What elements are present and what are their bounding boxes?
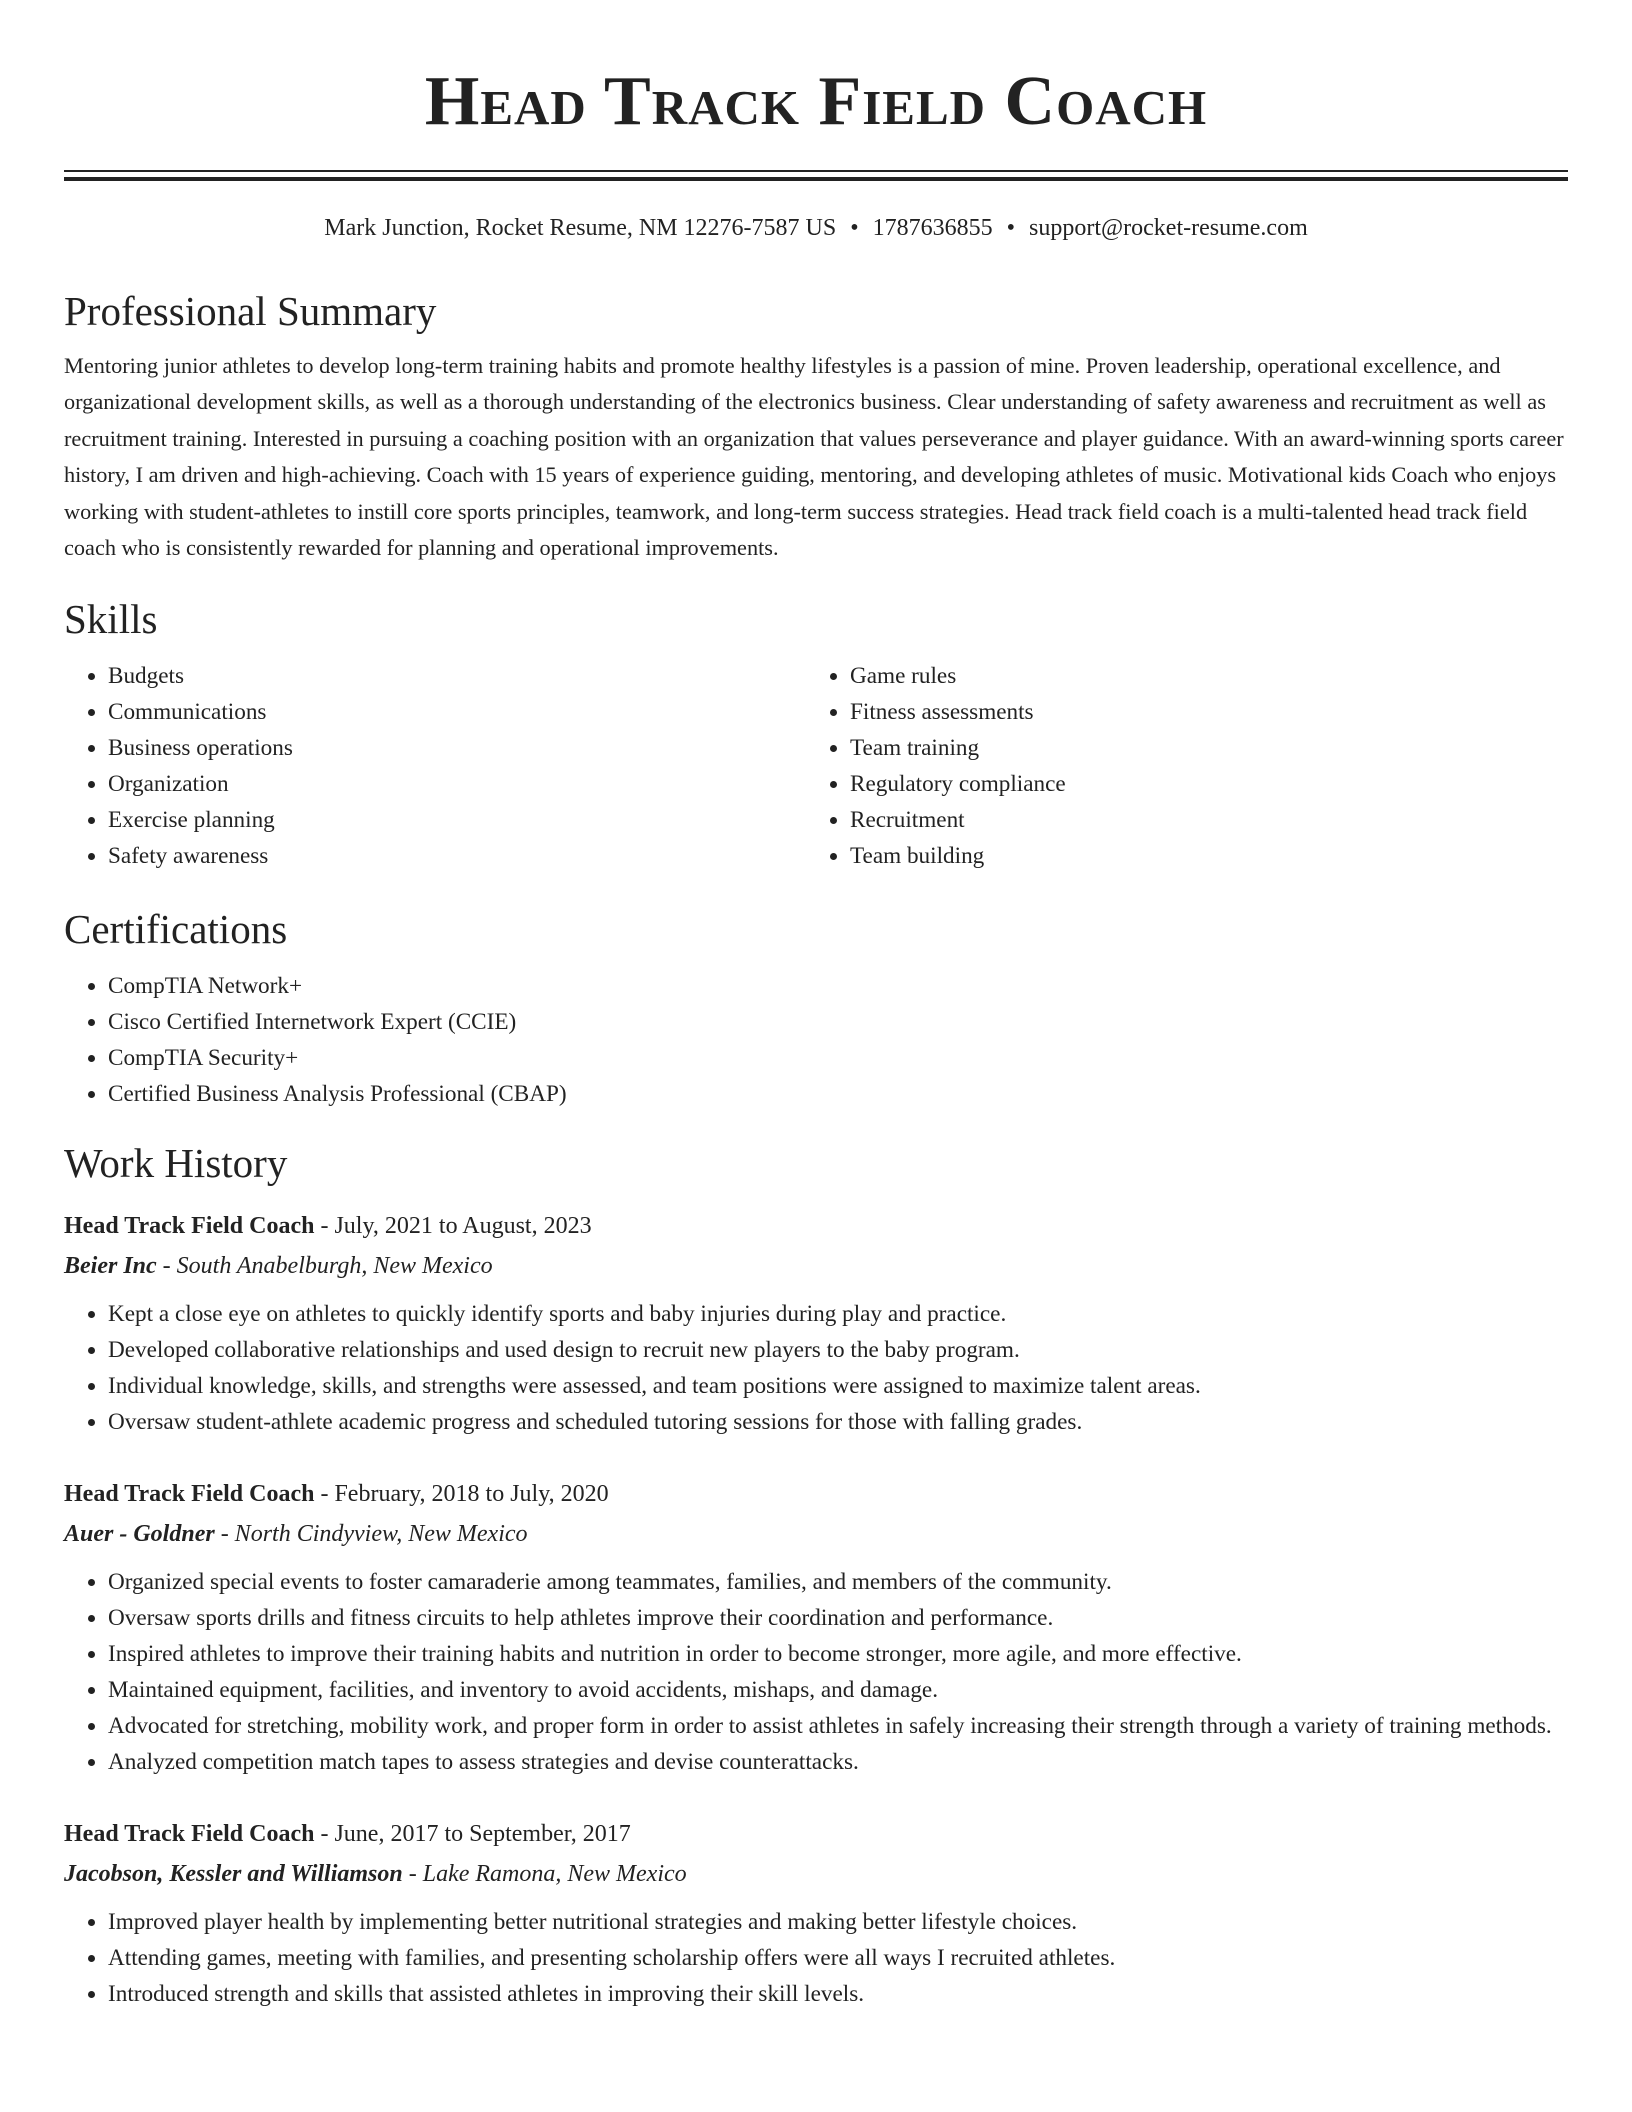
work-history-heading: Work History [64,1140,288,1187]
summary-text: Mentoring junior athletes to develop long-term training habits and promote healthy lifestyles is a passion of mine. Proven leadership, operational excellence, and organizational development skills, as well as a thorough understanding of the electronics business. Clear understanding of safety awareness and recruitment as well as recruitment training. Interested in pursuing a coaching position with an organization that values perseverance and player guidance. With an award-winning sports career history, I am driven and high-achieving. Coach with 15 years of experience guiding, mentoring, and developing athletes of music. Motivational kids Coach who enjoys working with student-athletes to instill core sports principles, teamwork, and long-term success strategies. Head track field coach is a multi-talented head track field coach who is consistently rewarded for planning and operational improvements. [64,353,1564,561]
job-company-line [64,1246,1568,1286]
skill-item: • Safety awareness [108,838,806,874]
job-header [64,1474,1568,1514]
contact-phone: 1787636855 [872,215,993,241]
certification-item: • Cisco Certified Internetwork Expert (CCIE) [108,1004,1568,1040]
certifications-list [64,968,1568,1112]
skills-list-left [64,658,806,874]
job-company-line [64,1514,1568,1554]
job-bullet: • Oversaw student-athlete academic progress and scheduled tutoring sessions for those with falling grades. [108,1404,1568,1440]
job-bullets [64,1904,1568,2012]
skills-column-left [64,658,806,874]
job-bullet: • Introduced strength and skills that assisted athletes in improving their skill levels. [108,1976,1568,2012]
job-dates: - July, 2021 to August, 2023 [314,1213,592,1240]
job-company-line [64,1854,1568,1894]
job-bullet: • Inspired athletes to improve their training habits and nutrition in order to become stronger, more agile, and more effective. [108,1636,1568,1672]
resume-content [64,58,1568,2012]
skill-item: • Recruitment [850,802,1548,838]
job-bullet: • Oversaw sports drills and fitness circuits to help athletes improve their coordination and performance. [108,1600,1568,1636]
skills-column-right [806,658,1548,874]
job-title: Head Track Field Coach [64,1821,315,1848]
certification-item: • CompTIA Security+ [108,1040,1568,1076]
skill-item: • Exercise planning [108,802,806,838]
certification-item: • Certified Business Analysis Professional (CBAP) [108,1076,1568,1112]
job-bullet: • Organized special events to foster camaraderie among teammates, families, and members of the community. [108,1564,1568,1600]
contact-line [64,212,1568,244]
skill-item: • Team training [850,730,1548,766]
job-bullets [64,1296,1568,1440]
skill-item: • Game rules [850,658,1548,694]
certifications-heading: Certifications [64,906,288,953]
job-bullet: • Developed collaborative relationships and used design to recruit new players to the baby program. [108,1332,1568,1368]
job-bullet: • Advocated for stretching, mobility work, and proper form in order to assist athletes in safely increasing their strength through a variety of training methods. [108,1708,1568,1744]
certification-item: • CompTIA Network+ [108,968,1568,1004]
job-bullet: • Individual knowledge, skills, and strengths were assessed, and team positions were assigned to maximize talent areas. [108,1368,1568,1404]
job-company: Beier Inc [64,1253,157,1280]
job-bullet: • Attending games, meeting with families, and presenting scholarship offers were all ways I recruited athletes. [108,1940,1568,1976]
job-entry [64,1206,1568,1440]
skill-item: • Business operations [108,730,806,766]
contact-separator: • [1006,215,1016,241]
skills-list-right [806,658,1548,874]
job-title: Head Track Field Coach [64,1481,315,1508]
resume-title: Head Track Field Coach [424,63,1208,140]
job-entry [64,1814,1568,2012]
job-header [64,1814,1568,1854]
job-bullet: • Improved player health by implementing better nutritional strategies and making better lifestyle choices. [108,1904,1568,1940]
job-dates: - February, 2018 to July, 2020 [314,1481,609,1508]
summary-heading: Professional Summary [64,288,437,334]
job-bullet: • Analyzed competition match tapes to assess strategies and devise counterattacks. [108,1744,1568,1780]
job-location: - Lake Ramona, New Mexico [402,1861,687,1888]
job-header [64,1206,1568,1246]
job-location: - North Cindyview, New Mexico [214,1521,528,1548]
contact-address: Mark Junction, Rocket Resume, NM 12276-7587 US [324,215,837,241]
contact-separator: • [850,215,859,241]
skill-item: • Fitness assessments [850,694,1548,730]
job-location: - South Anabelburgh, New Mexico [156,1253,493,1280]
job-bullet: • Kept a close eye on athletes to quickly identify sports and baby injuries during play and practice. [108,1296,1568,1332]
job-company: Auer - Goldner [64,1521,215,1548]
job-company: Jacobson, Kessler and Williamson [64,1861,403,1888]
skill-item: • Budgets [108,658,806,694]
skill-item: • Regulatory compliance [850,766,1548,802]
title-divider [64,170,1568,182]
skills-grid [64,658,1568,874]
job-bullet: • Maintained equipment, facilities, and inventory to avoid accidents, mishaps, and damage. [108,1672,1568,1708]
skill-item: • Communications [108,694,806,730]
skill-item: • Organization [108,766,806,802]
job-dates: - June, 2017 to September, 2017 [314,1821,631,1848]
contact-email: support@rocket-resume.com [1029,215,1308,241]
skill-item: • Team building [850,838,1548,874]
job-bullets [64,1564,1568,1780]
job-entry [64,1474,1568,1780]
skills-heading: Skills [64,596,158,643]
job-title: Head Track Field Coach [64,1213,315,1240]
